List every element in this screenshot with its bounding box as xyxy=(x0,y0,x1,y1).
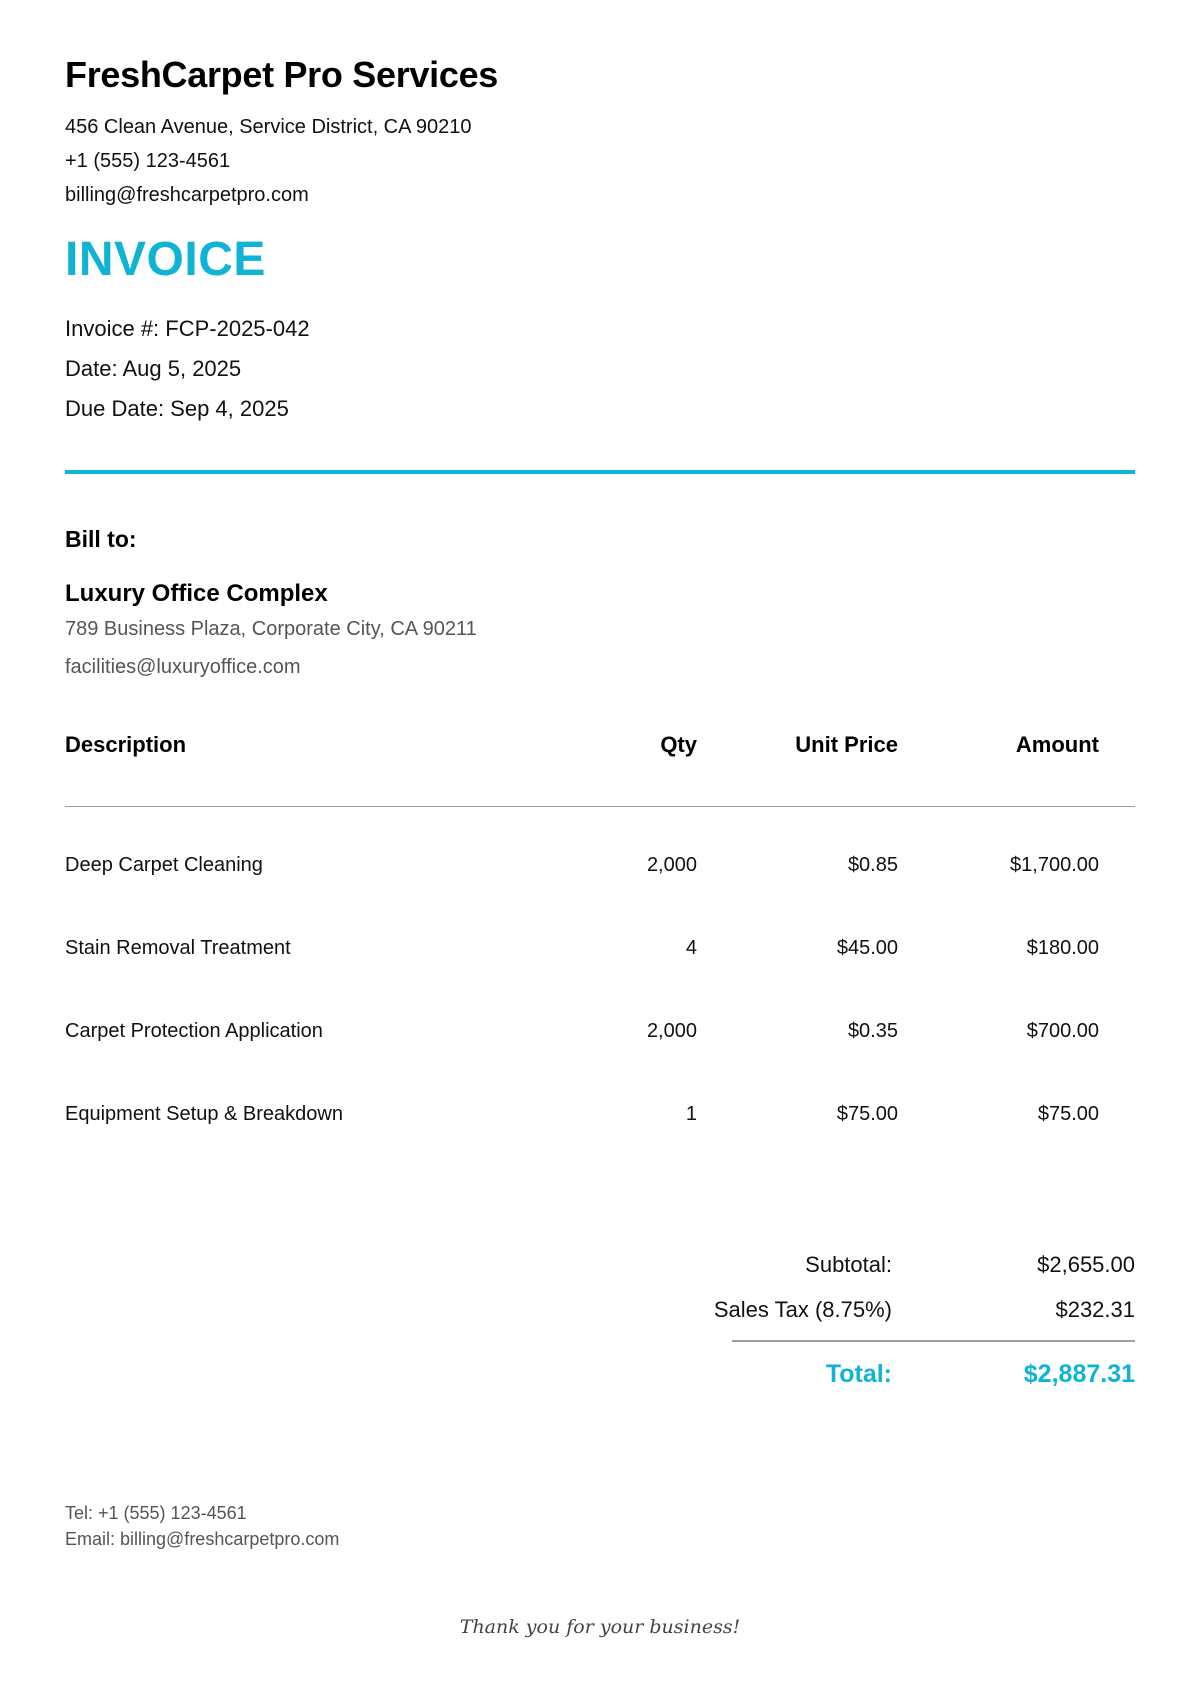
row-amount: $1,700.00 xyxy=(1010,854,1099,876)
row-description: Equipment Setup & Breakdown xyxy=(65,1103,343,1125)
row-qty: 2,000 xyxy=(646,1020,697,1042)
thank-you-note: Thank you for your business! xyxy=(459,1616,741,1638)
total-label: Total: xyxy=(825,1360,892,1388)
company-phone: +1 (555) 123-4561 xyxy=(65,150,231,172)
row-qty: 1 xyxy=(685,1103,697,1125)
row-unit-price: $45.00 xyxy=(836,937,898,959)
footer-email: Email: billing@freshcarpetpro.com xyxy=(65,1529,340,1549)
tax-value: $232.31 xyxy=(1055,1297,1135,1322)
row-unit-price: $0.85 xyxy=(847,854,898,876)
row-amount: $75.00 xyxy=(1037,1103,1099,1125)
company-name: FreshCarpet Pro Services xyxy=(65,54,499,95)
client-name: Luxury Office Complex xyxy=(65,580,328,607)
client-email: facilities@luxuryoffice.com xyxy=(65,656,301,678)
totals-divider xyxy=(732,1340,1135,1342)
row-description: Carpet Protection Application xyxy=(65,1020,323,1042)
header-unit-price: Unit Price xyxy=(795,732,898,757)
subtotal-value: $2,655.00 xyxy=(1037,1252,1135,1277)
row-description: Stain Removal Treatment xyxy=(65,937,291,959)
header-qty: Qty xyxy=(660,732,697,757)
row-amount: $700.00 xyxy=(1026,1020,1099,1042)
total-value: $2,887.31 xyxy=(1023,1360,1135,1388)
invoice-number: Invoice #: FCP-2025-042 xyxy=(65,316,310,341)
header-description: Description xyxy=(65,732,187,757)
table-header-divider xyxy=(65,806,1135,807)
row-description: Deep Carpet Cleaning xyxy=(65,854,263,876)
row-unit-price: $75.00 xyxy=(836,1103,898,1125)
row-qty: 2,000 xyxy=(646,854,697,876)
row-unit-price: $0.35 xyxy=(847,1020,898,1042)
company-address: 456 Clean Avenue, Service District, CA 90210 xyxy=(65,116,472,138)
header-amount: Amount xyxy=(1015,732,1099,757)
invoice-due-date: Due Date: Sep 4, 2025 xyxy=(65,396,289,421)
accent-divider xyxy=(65,470,1135,474)
invoice-date: Date: Aug 5, 2025 xyxy=(65,356,242,381)
bill-to-label: Bill to: xyxy=(65,526,137,552)
invoice-title: INVOICE xyxy=(65,233,266,286)
row-amount: $180.00 xyxy=(1026,937,1099,959)
footer-phone: Tel: +1 (555) 123-4561 xyxy=(65,1503,247,1523)
tax-label: Sales Tax (8.75%) xyxy=(713,1297,892,1322)
company-email: billing@freshcarpetpro.com xyxy=(65,184,309,206)
row-qty: 4 xyxy=(685,937,697,959)
invoice-page xyxy=(65,0,1135,1684)
client-address: 789 Business Plaza, Corporate City, CA 90211 xyxy=(65,618,477,640)
subtotal-label: Subtotal: xyxy=(805,1252,892,1277)
